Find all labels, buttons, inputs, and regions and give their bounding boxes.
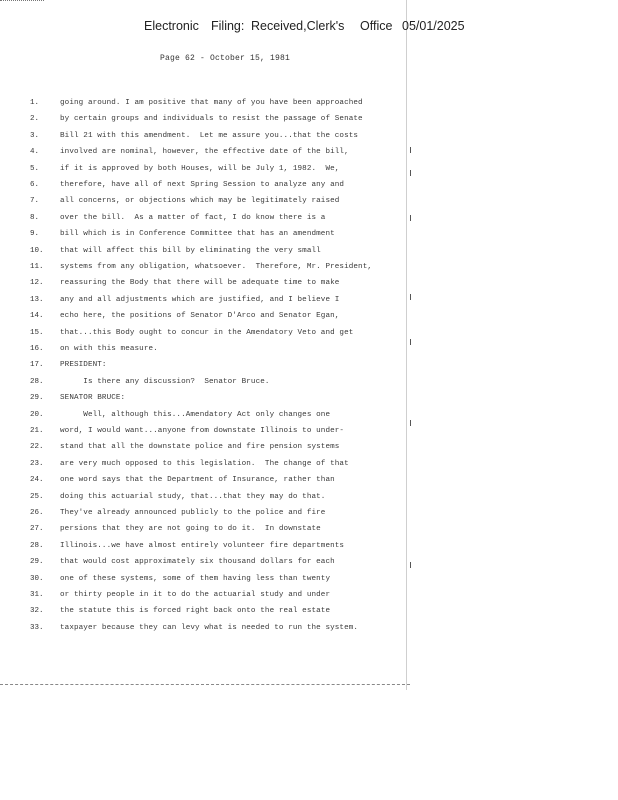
line-text: if it is approved by both Houses, will be July 1, 1982. We, xyxy=(60,164,340,173)
line-number: 2. xyxy=(30,115,40,124)
line-text: that will affect this bill by eliminating the very small xyxy=(60,246,321,255)
line-text: Well, although this...Amendatory Act only changes one xyxy=(60,410,331,419)
transcript-line xyxy=(0,148,618,162)
line-number: 9. xyxy=(30,230,40,239)
line-number: 4. xyxy=(30,148,40,157)
line-text: systems from any obligation, whatsoever. Therefore, Mr. President, xyxy=(60,263,373,271)
line-text: word, I would want...anyone from downstate Illinois to under- xyxy=(60,427,345,435)
line-text: therefore, have all of next Spring Session to analyze any and xyxy=(60,181,345,189)
bottom-rule xyxy=(0,684,410,686)
line-number: 29. xyxy=(30,558,44,567)
line-text: PRESIDENT: xyxy=(60,361,107,370)
transcript-line xyxy=(0,427,618,441)
transcript-line xyxy=(0,279,618,293)
line-text: echo here, the positions of Senator D'Arco and Senator Egan, xyxy=(60,312,340,321)
margin-mark xyxy=(410,215,411,221)
transcript-line xyxy=(0,296,618,310)
transcript-line xyxy=(0,378,618,392)
transcript-line xyxy=(0,345,618,359)
line-number: 30. xyxy=(30,574,44,583)
transcript-line xyxy=(0,575,618,589)
line-number: 32. xyxy=(30,607,44,616)
transcript-line xyxy=(0,165,618,179)
line-number: 22. xyxy=(30,443,44,452)
line-number: 28. xyxy=(30,377,44,386)
line-text: persions that they are not going to do it. In downstate xyxy=(60,525,321,534)
transcript-line xyxy=(0,312,618,326)
transcript-line xyxy=(0,230,618,244)
line-number: 17. xyxy=(30,361,44,370)
line-number: 15. xyxy=(30,328,44,337)
line-text: the statute this is forced right back onto the real estate xyxy=(60,607,331,616)
line-text: that would cost approximately six thousand dollars for each xyxy=(60,558,335,567)
transcript-line xyxy=(0,99,618,113)
transcript-line xyxy=(0,115,618,129)
transcript-line xyxy=(0,197,618,211)
line-number: 21. xyxy=(30,427,44,435)
line-text: one of these systems, some of them having less than twenty xyxy=(60,574,331,583)
transcript-line xyxy=(0,411,618,425)
line-number: 16. xyxy=(30,345,44,353)
line-text: doing this actuarial study, that...that they may do that. xyxy=(60,492,326,501)
line-number: 26. xyxy=(30,509,44,517)
line-number: 1. xyxy=(30,99,40,107)
line-text: taxpayer because they can levy what is needed to run the system. xyxy=(60,623,359,632)
transcript-line xyxy=(0,181,618,195)
transcript-line xyxy=(0,525,618,539)
stamp-electronic: Electronic xyxy=(144,19,199,33)
line-number: 24. xyxy=(30,476,44,485)
line-number: 28. xyxy=(30,541,44,550)
stamp-received: Received,Clerk's xyxy=(251,19,345,33)
transcript-line xyxy=(0,542,618,556)
line-number: 7. xyxy=(30,197,40,206)
line-text: bill which is in Conference Committee that has an amendment xyxy=(60,230,335,239)
transcript-line xyxy=(0,247,618,261)
line-text: reassuring the Body that there will be adequate time to make xyxy=(60,279,340,288)
scan-artifact-top xyxy=(0,0,44,2)
margin-mark xyxy=(410,339,411,345)
margin-mark xyxy=(410,562,411,568)
margin-mark xyxy=(410,170,411,176)
line-text: Bill 21 with this amendment. Let me assure you...that the costs xyxy=(60,131,359,140)
transcript-line xyxy=(0,132,618,146)
line-number: 25. xyxy=(30,492,44,501)
page-header: Page 62 - October 15, 1981 xyxy=(160,54,291,63)
line-number: 31. xyxy=(30,591,44,599)
transcript-line xyxy=(0,263,618,277)
transcript-line xyxy=(0,476,618,490)
transcript-line xyxy=(0,607,618,621)
line-text: Illinois...we have almost entirely volunteer fire departments xyxy=(60,541,345,550)
transcript-line xyxy=(0,329,618,343)
line-number: 33. xyxy=(30,623,44,632)
line-number: 8. xyxy=(30,213,40,222)
line-text: involved are nominal, however, the effective date of the bill, xyxy=(60,148,349,157)
line-number: 3. xyxy=(30,131,40,140)
transcript-line xyxy=(0,591,618,605)
line-number: 11. xyxy=(30,263,44,271)
line-number: 5. xyxy=(30,164,40,173)
line-number: 23. xyxy=(30,459,44,468)
transcript-line xyxy=(0,361,618,375)
line-number: 27. xyxy=(30,525,44,534)
line-text: SENATOR BRUCE: xyxy=(60,394,126,403)
line-number: 12. xyxy=(30,279,44,288)
line-text: stand that all the downstate police and fire pension systems xyxy=(60,443,340,452)
transcript-line xyxy=(0,394,618,408)
transcript-line xyxy=(0,624,618,638)
line-text: that...this Body ought to concur in the Amendatory Veto and get xyxy=(60,328,354,337)
line-text: over the bill. As a matter of fact, I do know there is a xyxy=(60,213,326,222)
stamp-date: 05/01/2025 xyxy=(402,19,465,33)
line-text: on with this measure. xyxy=(60,345,158,353)
stamp-office: Office xyxy=(360,19,393,33)
transcript-line xyxy=(0,558,618,572)
line-number: 14. xyxy=(30,312,44,321)
stamp-filing: Filing: xyxy=(211,19,245,33)
margin-mark xyxy=(410,147,411,153)
line-text: going around. I am positive that many of you have been approached xyxy=(60,99,363,107)
line-text: any and all adjustments which are justified, and I believe I xyxy=(60,295,340,304)
line-number: 10. xyxy=(30,246,44,255)
transcript-line xyxy=(0,509,618,523)
line-text: Is there any discussion? Senator Bruce. xyxy=(60,377,270,386)
margin-mark xyxy=(410,294,411,300)
line-text: all concerns, or objections which may be legitimately raised xyxy=(60,197,340,206)
margin-mark xyxy=(410,420,411,426)
line-number: 20. xyxy=(30,410,44,419)
line-text: are very much opposed to this legislation. The change of that xyxy=(60,459,349,468)
line-number: 6. xyxy=(30,181,40,189)
transcript-line xyxy=(0,460,618,474)
transcript-line xyxy=(0,443,618,457)
line-text: one word says that the Department of Insurance, rather than xyxy=(60,476,335,485)
line-text: They've already announced publicly to the police and fire xyxy=(60,509,326,517)
line-text: by certain groups and individuals to resist the passage of Senate xyxy=(60,115,363,124)
transcript-line xyxy=(0,214,618,228)
line-number: 29. xyxy=(30,394,44,403)
transcript-line xyxy=(0,493,618,507)
line-number: 13. xyxy=(30,295,44,304)
line-text: or thirty people in it to do the actuarial study and under xyxy=(60,591,331,599)
